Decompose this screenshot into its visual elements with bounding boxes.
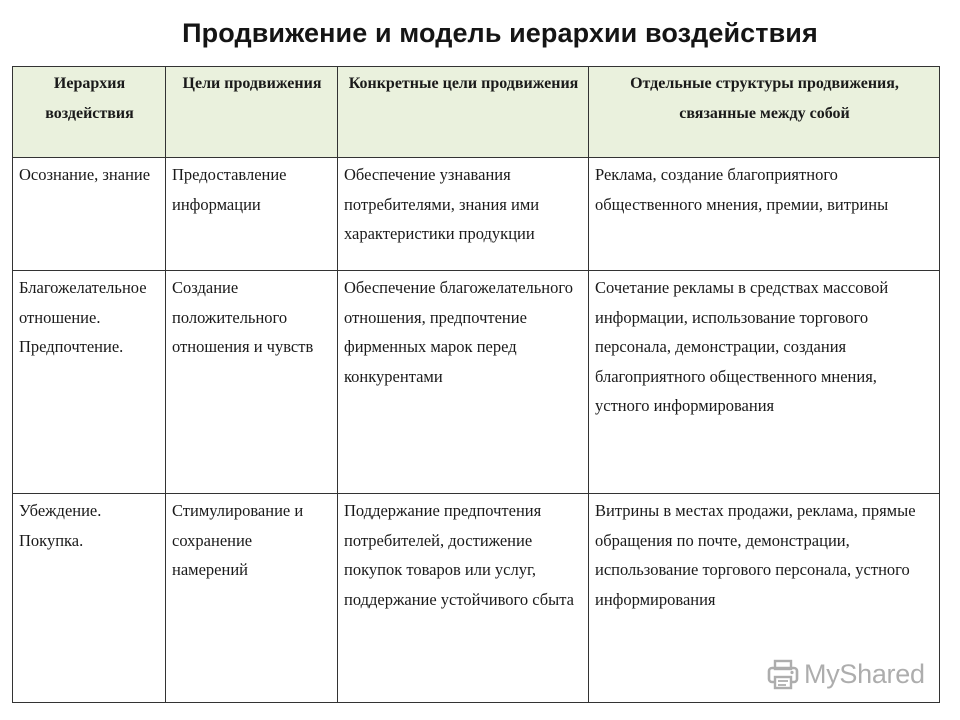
printer-icon — [766, 657, 800, 691]
table-cell: Обеспечение узнавания потребителями, знания ими характеристики продукции — [338, 158, 589, 271]
header-goals: Цели продвижения — [166, 67, 338, 158]
header-specific-goals: Конкретные цели продвижения — [338, 67, 589, 158]
table-cell: Обеспечение благожелательного отношения, предпочтение фирменных марок перед конкурентами — [338, 271, 589, 494]
table-cell: Стимулирование и сохранение намерений — [166, 494, 338, 703]
header-structures: Отдельные структуры продвижения, связанные между собой — [589, 67, 940, 158]
table-cell: Благожелательное отношение. Предпочтение. — [13, 271, 166, 494]
table-header-row — [13, 67, 940, 158]
page-title: Продвижение и модель иерархии воздействия — [182, 18, 818, 48]
table-cell: Предоставление информации — [166, 158, 338, 271]
table-cell: Убеждение. Покупка. — [13, 494, 166, 703]
table-row — [13, 271, 940, 494]
watermark-logo — [766, 654, 925, 694]
watermark-text: MyShared — [804, 658, 925, 689]
table-cell: Создание положительного отношения и чувств — [166, 271, 338, 494]
header-hierarchy: Иерархия воздействия — [13, 67, 166, 158]
table-cell: Реклама, создание благоприятного общественного мнения, премии, витрины — [589, 158, 940, 271]
table-cell: Поддержание предпочтения потребителей, достижение покупок товаров или услуг, поддержание устойчивого сбыта — [338, 494, 589, 703]
table-row — [13, 158, 940, 271]
table-cell: Сочетание рекламы в средствах массовой информации, использование торгового персонала, демонстрации, создания благоприятного общественного мнения, устного информирования — [589, 271, 940, 494]
table-cell: Витрины в местах продажи, реклама, прямые обращения по почте, демонстрации, использование торгового персонала, устного информирования — [589, 494, 940, 703]
table-cell: Осознание, знание — [13, 158, 166, 271]
hierarchy-table — [12, 66, 940, 703]
